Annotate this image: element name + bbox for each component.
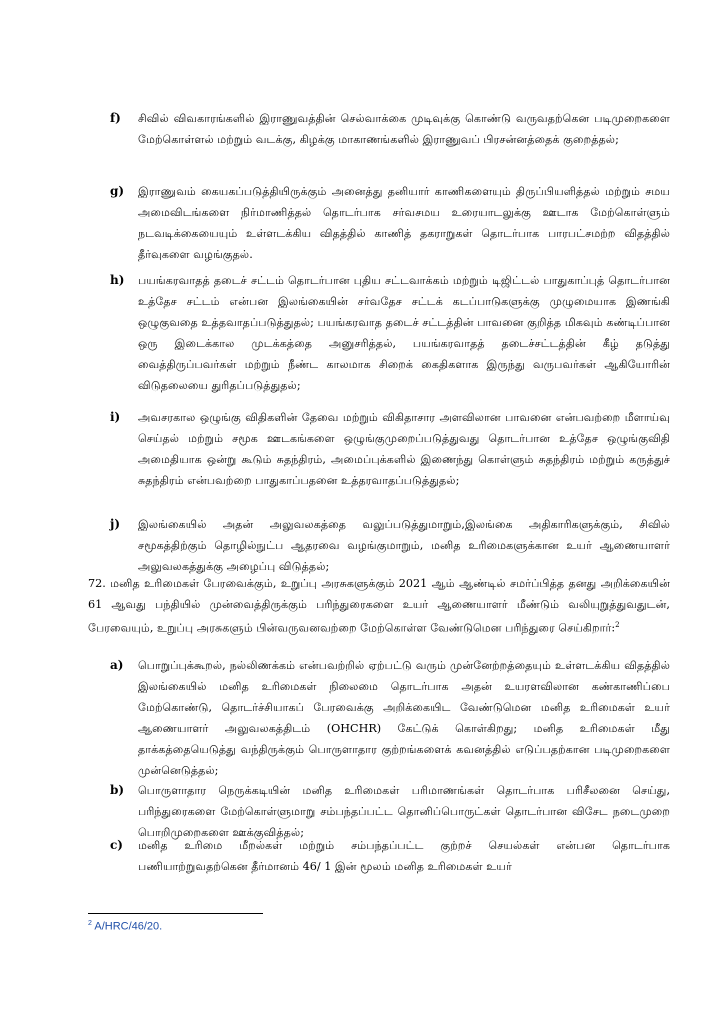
list-marker: b) (110, 783, 125, 797)
list-item-f (110, 108, 670, 150)
list-item-g (110, 181, 670, 265)
footnote-link[interactable]: A/HRC/46/20. (94, 920, 163, 933)
list-item-j (110, 514, 670, 577)
list-marker: f) (110, 111, 121, 125)
list-item-text: அவசரகால ஒழுங்கு விதிகளின் தேவை மற்றும் விகிதாசார அளவிலான பாவனை என்பவற்றை மீளாய்வு செய்தல் மற்றும் சமூக ஊடகங்களை ஒழுங்குமுறைப்படுத்துவது தொடர்பான உத்தேச ஒழுங்குவிதி அமைதியாக ஒன்று கூடும் சுதந்திரம், அமைப்புக்களில் இணைந்து கொள்ளும் சுதந்திரம் மற்றும் கருத்துச் சுதந்திரம் என்பவற்றை பாதுகாப்பதனை உத்தரவாதப்படுத்துதல்; (138, 411, 670, 487)
list-item-text: இலங்கையில் அதன் அலுவலகத்தை வலுப்படுத்துமாறும்,இலங்கை அதிகாரிகளுக்கும், சிவில் சமூகத்திற்கும் தொழில்நுட்ப ஆதரவை வழங்குமாறும், மனித உரிமைகளுக்கான உயர் ஆணையாளர் அலுவலகத்துக்கு அழைப்பு விடுத்தல்; (138, 518, 670, 573)
list-item-text: பொருளாதார நெருக்கடியின் மனித உரிமைகள் பரிமாணங்கள் தொடர்பாக பரிசீலனை செய்து, பரிந்துரைகளை மேற்கொள்ளுமாறு சம்பந்தப்பட்ட தொனிப்பொருட்கள் தொடர்பான விசேட நடைமுறை பொறிமுறைகளை ஊக்குவித்தல்; (138, 784, 670, 839)
list-item-text: இராணுவம் கையகப்படுத்தியிருக்கும் அனைத்து தனியார் காணிகளையும் திருப்பியளித்தல் மற்றும் சமய அமைவிடங்களை நிர்மாணித்தல் தொடர்பாக சர்வசமய உரையாடலுக்கு ஊடாக மேற்கொள்ளும் நடவடிக்கையையும் உள்ளடக்கிய விதத்தில் காணித் தகராறுகள் தொடர்பாக பாரபட்சமற்ற விதத்தில் தீர்வுகளை வழங்குதல். (138, 185, 670, 261)
list-marker: a) (110, 658, 124, 672)
list-marker: h) (110, 273, 125, 287)
list-marker: c) (110, 838, 123, 852)
list-item-text: பயங்கரவாதத் தடைச் சட்டம் தொடர்பான புதிய சட்டவாக்கம் மற்றும் டிஜிட்டல் பாதுகாப்புத் தொடர்பான உத்தேச சட்டம் என்பன இலங்கையின் சர்வதேச சட்டக் கடப்பாடுகளுக்கு முழுமையாக இணங்கி ஒழுகுவதை உத்தவாதப்படுத்துதல்; பயங்கரவாத தடைச் சட்டத்தின் பாவனை குறித்த மிகவும் கண்டிப்பான ஒரு இடைக்கால முடக்கத்தை அனுசரித்தல், பயங்கரவாதத் தடைச்சட்டத்தின் கீழ் தடுத்து வைத்திருப்பவர்கள் மற்றும் நீண்ட காலமாக சிறைக் கைதிகளாக இருந்து வருபவர்கள் ஆகியோரின் விடுதலையை துரிதப்படுத்துதல்; (138, 274, 670, 392)
paragraph-72 (88, 573, 670, 639)
paragraph-72-text: 72. மனித உரிமைகள் பேரவைக்கும், உறுப்பு அரசுகளுக்கும் 2021 ஆம் ஆண்டில் சமர்ப்பித்த தனது அறிக்கையின் 61 ஆவது பந்தியில் முன்வைத்திருக்கும் பரிந்துரைகளை உயர் ஆணையாளர் மீண்டும் வலியுறுத்துவதுடன், பேரவையும், உறுப்பு அரசுகளும் பின்வருவனவற்றை மேற்கொள்ள வேண்டுமென பரிந்துரை செய்கிறார்: (88, 577, 670, 635)
list-item-b (110, 780, 670, 843)
footnote-separator (88, 913, 263, 914)
list-marker: g) (110, 184, 125, 198)
list-item-text: மனித உரிமை மீறல்கள் மற்றும் சம்பந்தப்பட்ட குற்றச் செயல்கள் என்பன தொடர்பாக பணியாற்றுவதற்கென தீர்மானம் 46/ 1 இன் மூலம் மனித உரிமைகள் உயர் (138, 839, 670, 873)
list-marker: j) (110, 517, 121, 531)
footnote-reference[interactable]: 2 (615, 621, 620, 629)
list-item-a (110, 655, 670, 781)
list-item-c (110, 835, 670, 877)
list-item-h (110, 270, 670, 396)
list-item-text: சிவில் விவகாரங்களில் இராணுவத்தின் செல்வாக்கை முடிவுக்கு கொண்டு வருவதற்கென படிமுறைகளை மேற்கொள்ளல் மற்றும் வடக்கு, கிழக்கு மாகாணங்களில் இராணுவப் பிரசன்னத்தைக் குறைத்தல்; (138, 112, 670, 146)
list-item-i (110, 407, 670, 491)
list-marker: i) (110, 410, 121, 424)
footnote-number: 2 (88, 920, 92, 927)
footnote (88, 920, 162, 933)
list-item-text: பொறுப்புக்கூறல், நல்லிணக்கம் என்பவற்றில் ஏற்பட்டு வரும் முன்னேற்றத்தையும் உள்ளடக்கிய விதத்தில் இலங்கையில் மனித உரிமைகள் நிலைமை தொடர்பாக அதன் உயரளவிலான கண்காணிப்பை மேற்கொண்டு, தொடர்ச்சியாகப் பேரவைக்கு அறிக்கையிட வேண்டுமென மனித உரிமைகள் உயர் ஆணையாளர் அலுவலகத்திடம் (OHCHR) கேட்டுக் கொள்கிறது; மனித உரிமைகள் மீது தாக்கத்தையெடுத்து வந்திருக்கும் பொருளாதார குற்றங்களைக் கவனத்தில் எடுப்பதற்கான படிமுறைகளை முன்னெடுத்தல்; (138, 659, 670, 777)
